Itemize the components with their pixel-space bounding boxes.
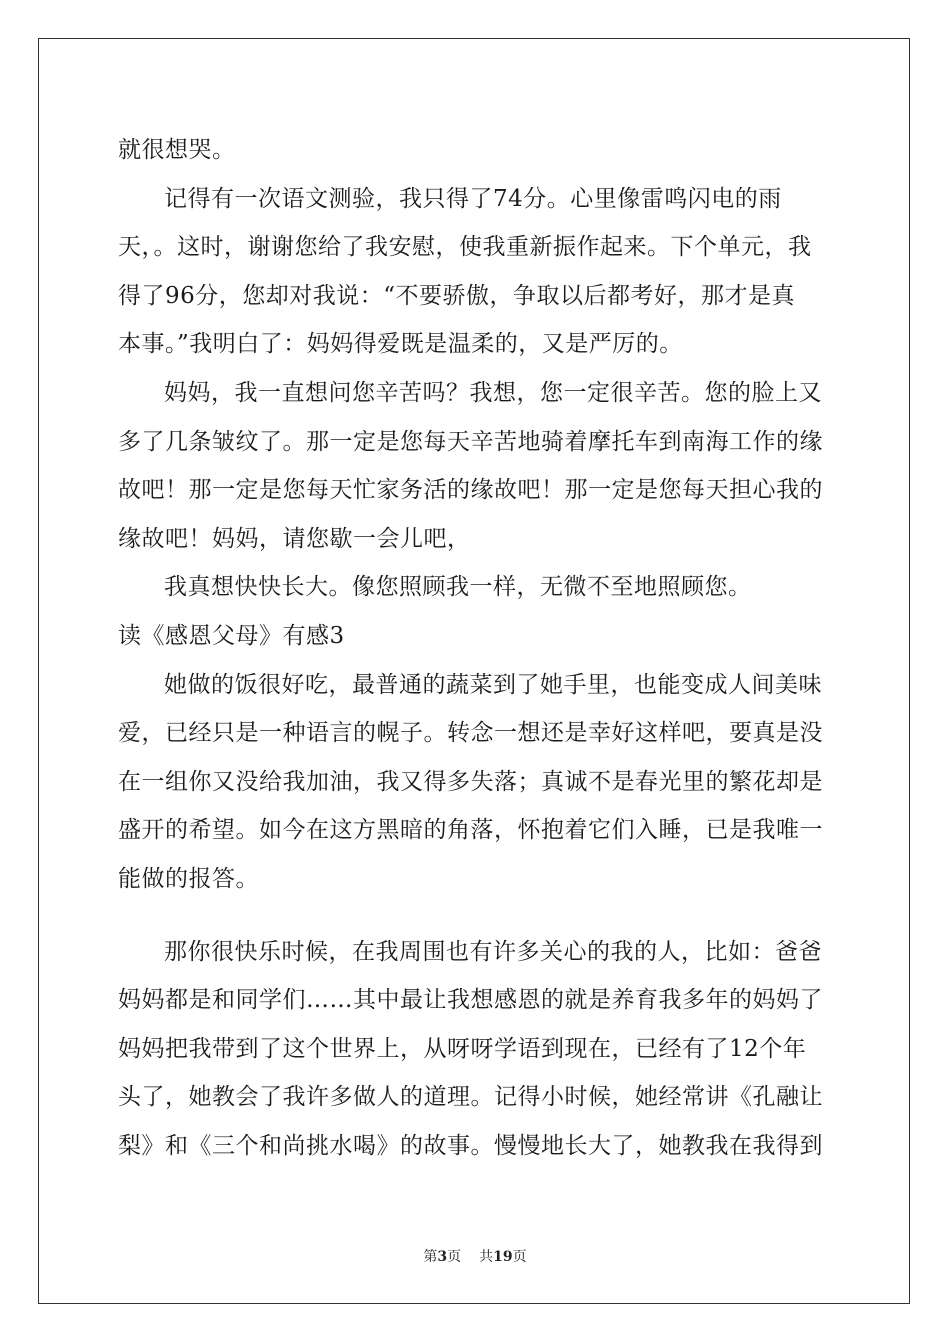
total-pages: 19 <box>493 1249 513 1265</box>
text-line: 我真想快快长大。像您照顾我一样，无微不至地照顾您。 <box>164 574 752 601</box>
total-pages-indicator <box>479 1249 526 1265</box>
total-suffix: 页 <box>512 1249 527 1265</box>
text-line: 盛开的希望。如今在这方黑暗的角落，怀抱着它们入睡，已是我唯一 <box>118 817 823 844</box>
text-line: 得了96分，您却对我说：“不要骄傲，争取以后都考好，那才是真 <box>118 282 796 309</box>
section-heading: 读《感恩父母》有感3 <box>118 622 345 649</box>
text-line: 就很想哭。 <box>118 137 236 163</box>
text-line: 天，。这时，谢谢您给了我安慰，使我重新振作起来。下个单元，我 <box>118 234 812 261</box>
text-line: 本事。”我明白了：妈妈得爱既是温柔的，又是严厉的。 <box>118 331 683 358</box>
text-line: 缘故吧！妈妈，请您歇一会儿吧， <box>118 525 471 552</box>
total-prefix: 共 <box>479 1249 494 1265</box>
text-line: 梨》和《三个和尚挑水喝》的故事。慢慢地长大了，她教我在我得到 <box>118 1132 823 1159</box>
text-line: 妈妈，我一直想问您辛苦吗？我想，您一定很辛苦。您的脸上又 <box>164 379 822 406</box>
text-line: 那你很快乐时候，在我周围也有许多关心的我的人，比如：爸爸 <box>164 938 822 965</box>
text-line: 多了几条皱纹了。那一定是您每天辛苦地骑着摩托车到南海工作的缘 <box>118 428 823 455</box>
text-line: 能做的报答。 <box>118 865 259 892</box>
paragraph-gap <box>118 904 834 928</box>
page-footer <box>0 1247 950 1267</box>
text-line: 头了，她教会了我许多做人的道理。记得小时候，她经常讲《孔融让 <box>118 1084 823 1111</box>
page-suffix: 页 <box>447 1249 462 1265</box>
text-line: 记得有一次语文测验，我只得了74分。心里像雷鸣闪电的雨 <box>164 185 782 212</box>
text-line: 故吧！那一定是您每天忙家务活的缘故吧！那一定是您每天担心我的 <box>118 477 823 504</box>
text-line: 妈妈把我带到了这个世界上，从呀呀学语到现在，已经有了12个年 <box>118 1035 807 1062</box>
text-line: 在一组你又没给我加油，我又得多失落；真诚不是春光里的繁花却是 <box>118 768 823 795</box>
page-prefix: 第 <box>423 1249 438 1265</box>
text-line: 爱，已经只是一种语言的幌子。转念一想还是幸好这样吧，要真是没 <box>118 720 823 747</box>
page-indicator <box>423 1249 461 1265</box>
text-line: 她做的饭很好吃，最普通的蔬菜到了她手里，也能变成人间美味 <box>164 671 822 698</box>
page-number: 3 <box>437 1249 448 1265</box>
document-body <box>118 126 834 1170</box>
text-line: 妈妈都是和同学们……其中最让我想感恩的就是养育我多年的妈妈了 <box>118 987 823 1014</box>
